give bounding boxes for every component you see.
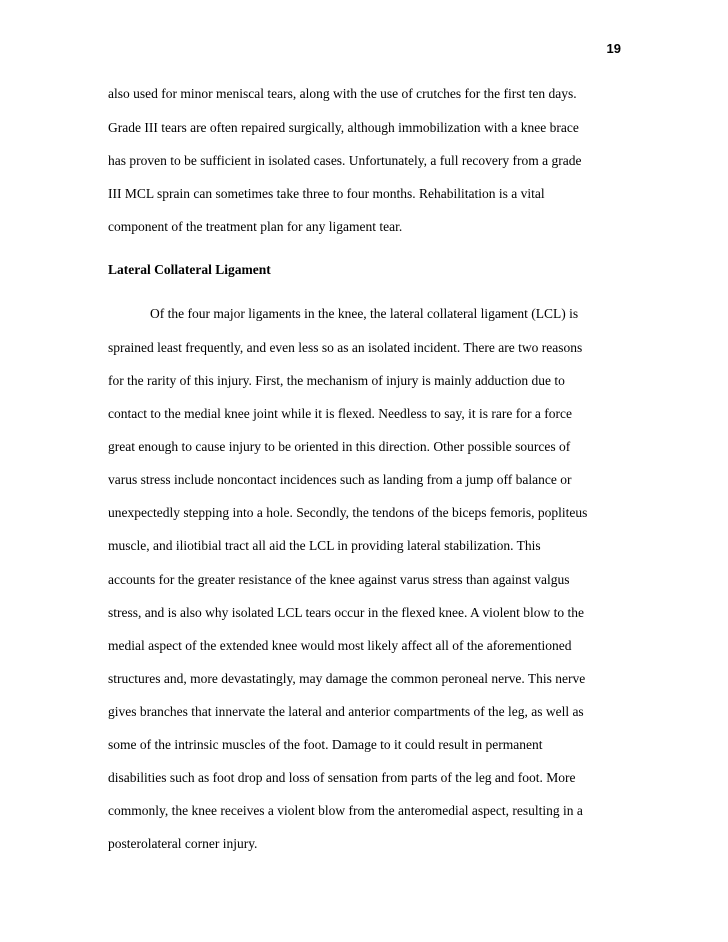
text-line: has proven to be sufficient in isolated cases. Unfortunately, a full recovery from a grade — [108, 153, 582, 168]
text-line: contact to the medial knee joint while it is flexed. Needless to say, it is rare for a force — [108, 406, 572, 421]
text-line: accounts for the greater resistance of the knee against varus stress than against valgus — [108, 572, 570, 587]
text-line: component of the treatment plan for any ligament tear. — [108, 219, 403, 234]
text-line: unexpectedly stepping into a hole. Secondly, the tendons of the biceps femoris, popliteus — [108, 505, 588, 520]
text-line: Grade III tears are often repaired surgically, although immobilization with a knee brace — [108, 120, 579, 135]
text-line: gives branches that innervate the lateral and anterior compartments of the leg, as well as — [108, 704, 584, 719]
text-line: varus stress include noncontact incidences such as landing from a jump off balance or — [108, 472, 572, 487]
section-heading: Lateral Collateral Ligament — [108, 262, 271, 277]
text-line: also used for minor meniscal tears, along with the use of crutches for the first ten days. — [108, 86, 577, 101]
text-line: Of the four major ligaments in the knee, the lateral collateral ligament (LCL) is — [150, 306, 579, 321]
text-line: medial aspect of the extended knee would most likely affect all of the aforementioned — [108, 638, 572, 653]
text-line: muscle, and iliotibial tract all aid the LCL in providing lateral stabilization. This — [108, 538, 541, 553]
text-line: sprained least frequently, and even less so as an isolated incident. There are two reasons — [108, 340, 583, 355]
text-line: great enough to cause injury to be oriented in this direction. Other possible sources of — [108, 439, 571, 454]
text-line: stress, and is also why isolated LCL tears occur in the flexed knee. A violent blow to the — [108, 605, 585, 620]
text-line: III MCL sprain can sometimes take three to four months. Rehabilitation is a vital — [108, 186, 545, 201]
text-line: posterolateral corner injury. — [108, 836, 258, 851]
page-number: 19 — [606, 41, 621, 56]
text-line: commonly, the knee receives a violent blow from the anteromedial aspect, resulting in a — [108, 803, 583, 818]
text-line: disabilities such as foot drop and loss of sensation from parts of the leg and foot. More — [108, 770, 576, 785]
text-line: some of the intrinsic muscles of the foot. Damage to it could result in permanent — [108, 737, 543, 752]
text-line: structures and, more devastatingly, may damage the common peroneal nerve. This nerve — [108, 671, 586, 686]
text-line: for the rarity of this injury. First, the mechanism of injury is mainly adduction due to — [108, 373, 565, 388]
